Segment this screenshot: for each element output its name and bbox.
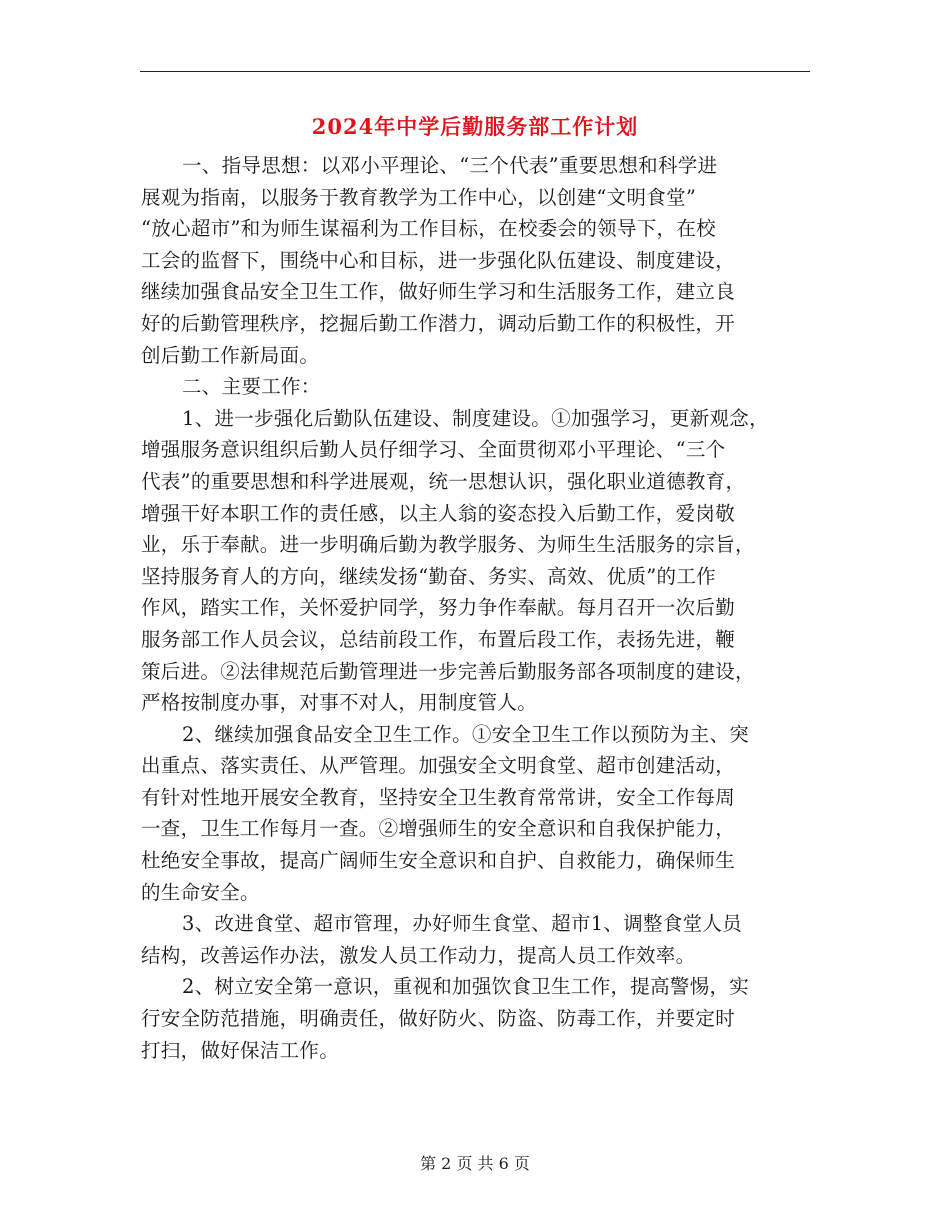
text-line: 策后进。②法律规范后勤管理进一步完善后勤服务部各项制度的建设， — [141, 659, 755, 683]
text-line: 坚持服务育人的方向，继续发扬“勤奋、务实、高效、优质”的工作 — [141, 564, 716, 588]
text-line: “放心超市”和为师生谋福利为工作目标，在校委会的领导下，在校 — [141, 217, 716, 241]
text-line: 业，乐于奉献。进一步明确后勤为教学服务、为师生生活服务的宗旨， — [141, 533, 755, 557]
header-rule — [140, 71, 810, 72]
document-body — [141, 150, 821, 1066]
text-line: 展观为指南，以服务于教育教学为工作中心，以创建“文明食堂” — [141, 185, 697, 209]
text-line: 代表”的重要思想和科学进展观，统一思想认识，强化职业道德教育， — [141, 469, 746, 493]
page-number-footer: 第 2 页 共 6 页 — [420, 1154, 530, 1173]
text-line: 服务部工作人员会议，总结前段工作，布置后段工作，表扬先进，鞭 — [141, 627, 736, 651]
text-line: 杜绝安全事故，提高广阔师生安全意识和自护、自救能力，确保师生 — [141, 849, 736, 873]
text-line: 2、继续加强食品安全卫生工作。①安全卫生工作以预防为主、突 — [182, 722, 750, 746]
text-line: 1、进一步强化后勤队伍建设、制度建设。①加强学习，更新观念， — [182, 406, 769, 430]
text-line: 作风，踏实工作，关怀爱护同学，努力争作奉献。每月召开一次后勤 — [141, 596, 736, 620]
text-line: 创后勤工作新局面。 — [141, 343, 320, 367]
text-line: 增强干好本职工作的责任感，以主人翁的姿态投入后勤工作，爱岗敬 — [141, 501, 736, 525]
text-line: 有针对性地开展安全教育，坚持安全卫生教育常常讲，安全工作每周 — [141, 785, 736, 809]
text-line: 打扫，做好保洁工作。 — [141, 1038, 340, 1062]
text-line: 行安全防范措施，明确责任，做好防火、防盗、防毒工作，并要定时 — [141, 1007, 736, 1031]
text-line: 二、主要工作： — [182, 375, 321, 399]
text-line: 的生命安全。 — [141, 880, 260, 904]
text-line: 工会的监督下，围绕中心和目标，进一步强化队伍建设、制度建设， — [141, 248, 736, 272]
text-line: 3、改进食堂、超市管理，办好师生食堂、超市1、调整食堂人员 — [182, 912, 743, 936]
text-line: 继续加强食品安全卫生工作，做好师生学习和生活服务工作，建立良 — [141, 280, 736, 304]
text-line: 结构，改善运作办法，激发人员工作动力，提高人员工作效率。 — [141, 943, 696, 967]
text-line: 增强服务意识组织后勤人员仔细学习、全面贯彻邓小平理论、“三个 — [141, 438, 726, 462]
text-line: 2、树立安全第一意识，重视和加强饮食卫生工作，提高警惕，实 — [182, 975, 750, 999]
text-line: 严格按制度办事，对事不对人，用制度管人。 — [141, 691, 538, 715]
text-line: 出重点、落实责任、从严管理。加强安全文明食堂、超市创建活动， — [141, 754, 736, 778]
text-line: 好的后勤管理秩序，挖掘后勤工作潜力，调动后勤工作的积极性，开 — [141, 311, 736, 335]
text-line: 一查，卫生工作每月一查。②增强师生的安全意识和自我保护能力， — [141, 817, 736, 841]
document-title: 2024年中学后勤服务部工作计划 — [311, 114, 639, 139]
text-line: 一、指导思想：以邓小平理论、“三个代表”重要思想和科学进 — [182, 154, 718, 177]
